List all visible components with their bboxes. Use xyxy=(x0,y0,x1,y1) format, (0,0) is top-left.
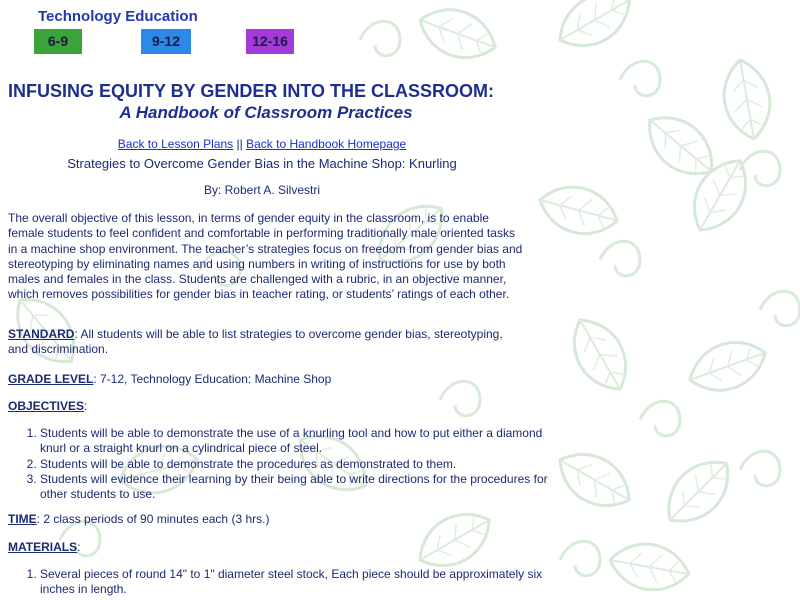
back-to-handbook-homepage-link[interactable]: Back to Handbook Homepage xyxy=(246,137,407,151)
time-section xyxy=(8,512,523,527)
time-text: : 2 class periods of 90 minutes each (3 hrs.) xyxy=(36,512,270,526)
site-title: Technology Education xyxy=(38,8,198,25)
objectives-heading xyxy=(8,399,523,414)
intro-paragraph: The overall objective of this lesson, in terms of gender equity in the classroom, is to enable female students to feel confident and comfortable in performing traditionally male oriented tasks in a machine shop environment. The teacher’s strategies focus on freedom from gender bias and stereotyping by eliminating names and using numbers in writing of instructions for use by both males and females in the class. Students are challenged with a rubric, in an objective manner, which removes possibilities for gender bias in teacher rating, or students’ ratings of each other. xyxy=(8,211,523,302)
author-line: By: Robert A. Silvestri xyxy=(203,183,321,197)
grade-button-12-16[interactable]: 12-16 xyxy=(246,29,294,54)
objectives-list xyxy=(8,426,550,502)
list-item: 3. Students will evidence their learning by their being able to write directions for the procedures for other students to use. xyxy=(40,472,550,503)
lesson-title: Strategies to Overcome Gender Bias in the Machine Shop: Knurling xyxy=(67,156,457,171)
grade-level-label: GRADE LEVEL xyxy=(8,372,94,386)
grade-level-section xyxy=(8,372,523,387)
objectives-colon: : xyxy=(84,399,88,413)
grade-level-text: : 7-12, Technology Education: Machine Shop xyxy=(93,372,332,386)
standard-text: : All students will be able to list strategies to overcome gender bias, stereotyping, and discrimination. xyxy=(8,327,503,357)
standard-section xyxy=(8,327,523,358)
time-label: TIME xyxy=(8,512,37,526)
page-subtitle: A Handbook of Classroom Practices xyxy=(119,103,413,122)
standard-label: STANDARD xyxy=(8,327,75,341)
materials-list xyxy=(8,567,550,598)
grade-button-9-12[interactable]: 9-12 xyxy=(141,29,191,54)
back-to-lesson-plans-link[interactable]: Back to Lesson Plans xyxy=(117,137,234,151)
objectives-label: OBJECTIVES xyxy=(8,399,85,413)
materials-label: MATERIALS xyxy=(8,540,78,554)
nav-separator: || xyxy=(236,137,243,151)
materials-heading xyxy=(8,540,523,555)
list-item: 1. Students will be able to demonstrate the use of a knurling tool and how to put either a diamond knurl or a straight knurl on a cylindrical piece of steel. xyxy=(40,426,550,457)
grade-button-6-9[interactable]: 6-9 xyxy=(34,29,82,54)
materials-colon: : xyxy=(77,540,81,554)
page-title: INFUSING EQUITY BY GENDER INTO THE CLASSROOM: xyxy=(8,81,495,101)
list-item: 1. Several pieces of round 14" to 1" diameter steel stock, Each piece should be approximately six inches in length. xyxy=(40,567,550,598)
list-item: 2. Students will be able to demonstrate the procedures as demonstrated to them. xyxy=(40,457,550,472)
nav-links xyxy=(0,137,524,151)
